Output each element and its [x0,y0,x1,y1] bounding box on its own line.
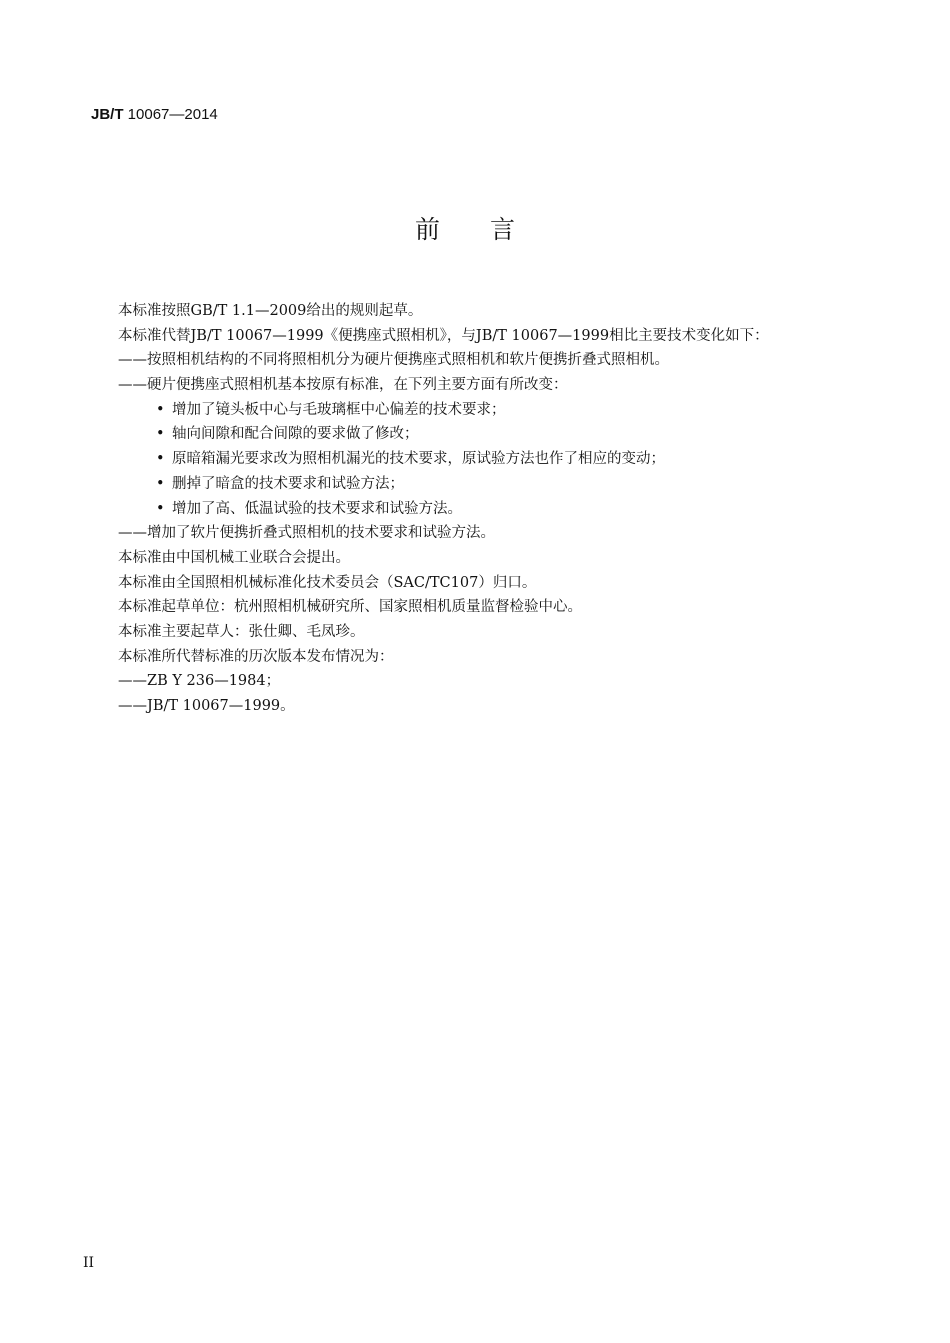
paragraph-committee: 本标准由全国照相机械标准化技术委员会（SAC/TC107）归口。 [118,574,537,591]
bullet-icon: • [156,475,165,492]
paragraph-drafting-units: 本标准起草单位：杭州照相机械研究所、国家照相机质量监督检验中心。 [118,599,582,616]
bullet-item [118,398,878,423]
bullet-icon: • [156,500,165,517]
bullet-item [118,422,878,447]
standard-code-number: 10067—2014 [123,106,218,123]
bullet-text: 删掉了暗盒的技术要求和试验方法； [172,475,404,492]
standard-code-prefix: JB/T [91,106,124,123]
previous-edition-item: ——JB/T 10067—1999。 [118,698,295,714]
change-item-hard-film-camera: ——硬片便携座式照相机基本按原有标准，在下列主要方面有所改变： [118,377,568,394]
paragraph-drafting-rules: 本标准按照GB/T 1.1—2009给出的规则起草。 [118,303,423,319]
bullet-item [118,472,878,497]
standard-code-header [91,105,218,125]
bullet-icon: • [156,401,165,418]
bullet-item [118,497,878,522]
page-title: 前 言 [414,215,515,244]
paragraph-proposer: 本标准由中国机械工业联合会提出。 [118,549,350,566]
bullet-item [118,447,878,472]
previous-edition-item: ——ZB Y 236—1984； [118,673,281,690]
foreword-body [118,299,878,719]
bullet-text: 原暗箱漏光要求改为照相机漏光的技术要求，原试验方法也作了相应的变动； [172,451,665,468]
bullet-icon: • [156,451,165,468]
bullet-text: 增加了镜头板中心与毛玻璃框中心偏差的技术要求； [172,401,506,418]
bullet-text: 轴向间隙和配合间隙的要求做了修改； [172,426,419,443]
change-item-classification: ——按照相机结构的不同将照相机分为硬片便携座式照相机和软片便携折叠式照相机。 [118,352,669,369]
page-number: II [83,1255,95,1271]
paragraph-replacement: 本标准代替JB/T 10067—1999《便携座式照相机》，与JB/T 10067—1999相比主要技术变化如下： [118,327,769,344]
paragraph-drafters: 本标准主要起草人：张仕卿、毛凤珍。 [118,623,365,640]
paragraph-previous-editions: 本标准所代替标准的历次版本发布情况为： [118,648,394,665]
bullet-icon: • [156,426,165,443]
bullet-text: 增加了高、低温试验的技术要求和试验方法。 [172,500,462,517]
change-item-soft-film-camera: ——增加了软片便携折叠式照相机的技术要求和试验方法。 [118,525,495,542]
